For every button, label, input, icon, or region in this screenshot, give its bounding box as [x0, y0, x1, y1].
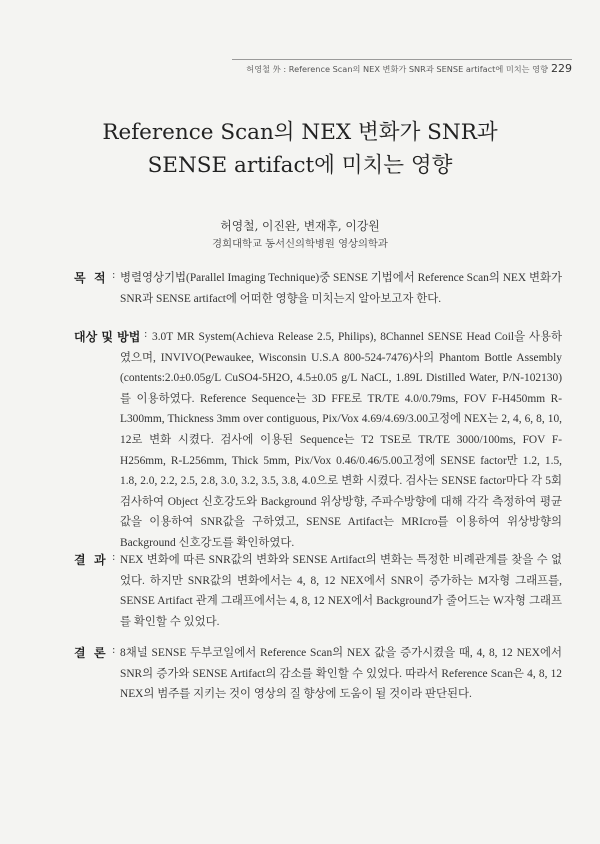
section-text-purpose: 병렬영상기법(Parallel Imaging Technique)중 SENSE 기법에서 Reference Scan의 NEX 변화가 SNR과 SENSE artifact에 어떠한 영향을 미치는지 알아보고자 한다.: [120, 272, 562, 305]
running-header-text: 허영철 外 : Reference Scan의 NEX 변화가 SNR과 SENSE artifact에 미치는 영향: [246, 64, 548, 74]
section-text-conclusion: 8채널 SENSE 두부코일에서 Reference Scan의 NEX 값을 증가시켰을 때, 4, 8, 12 NEX에서 SNR의 증가와 SENSE Artifact의 감소를 확인할 수 있었다. 따라서 Reference Scan은 4, 8, 12 NEX의 범주를 지키는 것이 영상의 질 향상에 도움이 될 것이라 판단된다.: [120, 647, 562, 701]
section-conclusion: [74, 643, 562, 705]
page-number: 229: [551, 62, 572, 75]
colon-mark: :: [144, 329, 148, 340]
section-label-purpose: 목 적: [74, 271, 106, 285]
section-label-conclusion: 결 론: [74, 646, 106, 660]
section-text-results: NEX 변화에 따른 SNR값의 변화와 SENSE Artifact의 변화는 특정한 비례관계를 찾을 수 없었다. 하지만 SNR값의 변화에서는 4, 8, 12 NEX에서 SNR이 증가하는 M자형 그래프를, SENSE Artifact 관계 그래프에서는 4, 8, 12 NEX에서 Background가 줄어드는 W자형 그래프를 확인할 수 있었다.: [120, 554, 562, 628]
section-label-methods: 대상 및 방법: [74, 330, 141, 344]
colon-mark: :: [112, 552, 116, 563]
affiliation: 경희대학교 동서신의학병원 영상의학과: [212, 238, 388, 250]
title-line-1: Reference Scan의 NEX 변화가 SNR과: [102, 120, 498, 145]
colon-mark: :: [112, 270, 116, 281]
section-text-methods: 3.0T MR System(Achieva Release 2.5, Philips), 8Channel SENSE Head Coil을 사용하였으며, INVIVO(Pewaukee, Wisconsin U.S.A 800-524-7476)사의 Phantom Bottle Assembly (contents:2.0±0.05g/L CuSO4-5H2O, 4.5±0.05 g/L NaCL, 1.89L Distilled Water, P/N-102130)를 이용하였다. Reference Sequence는 3D FFE로 TR/TE 4.0/0.79ms, FOV F-H450mm R-L300mm, Thickness 3mm over contiguous, Pix/Vox 4.69/4.69/3.00고정에 NEX는 2, 4, 6, 8, 10, 12로 변화 시켰다. 검사에 이용된 Sequence는 T2 TSE로 TR/TE 3000/100ms, FOV F-H256mm, R-L256mm, Thick 5mm, Pix/Vox 0.46/0.46/5.00고정에 SENSE factor만 1.2, 1.5, 1.8, 2.0, 2.2, 2.5, 2.8, 3.0, 3.2, 3.5, 3.8, 4.0으로 변화 시켰다. 검사는 SENSE factor마다 각 5회 검사하여 Object 신호강도와 Background 위상방향, 주파수방향에 대해 각각 측정하여 평균값을 이용하여 SNR값을 구하였고, SENSE Artifact는 MRIcro를 이용하여 위상방향의 Background 신호강도를 확인하였다.: [120, 331, 562, 549]
header-rule: [232, 59, 572, 60]
title-line-2: SENSE artifact에 미치는 영향: [147, 153, 453, 178]
section-results: [74, 550, 562, 632]
section-purpose: [74, 268, 562, 309]
author-list: 허영철, 이진완, 변재후, 이강원: [220, 219, 380, 233]
colon-mark: :: [112, 645, 116, 656]
section-label-results: 결 과: [74, 553, 106, 567]
running-header: [246, 62, 572, 75]
section-methods: [74, 327, 562, 554]
paper-title: [0, 116, 600, 182]
